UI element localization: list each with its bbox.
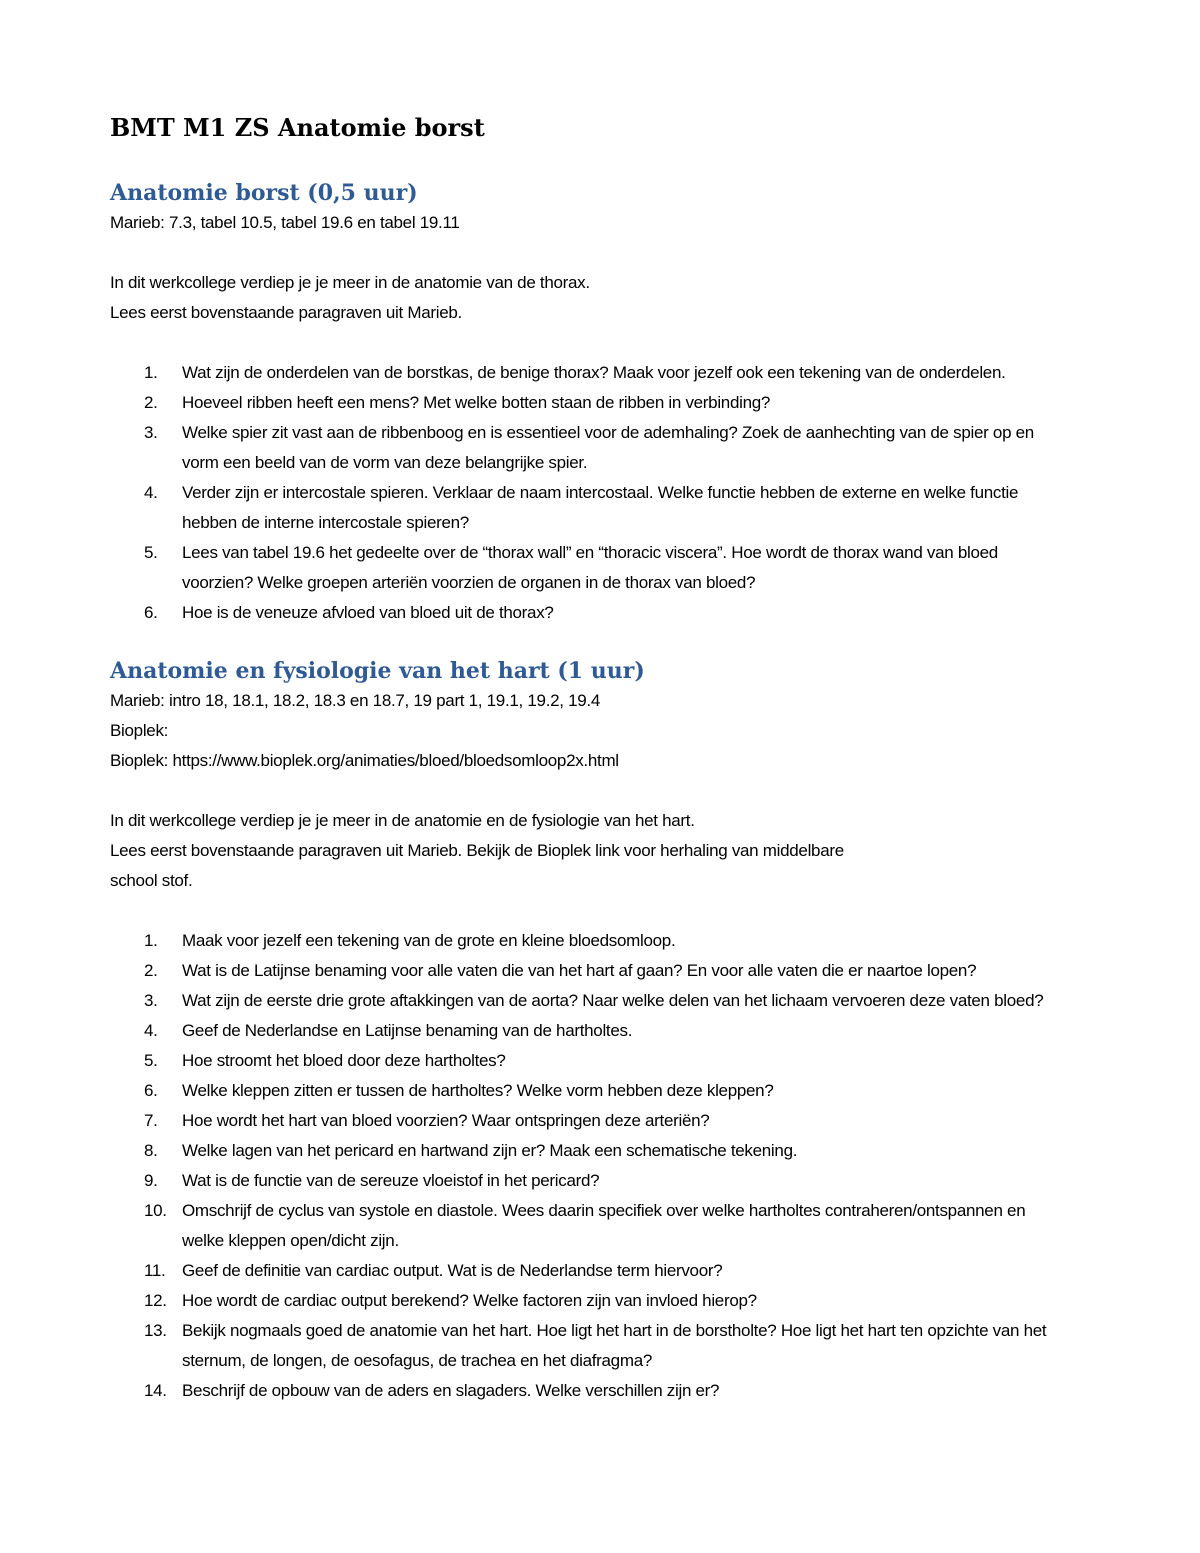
question-number: 1. [144, 931, 158, 950]
question-item [110, 598, 1070, 628]
document-title: BMT M1 ZS Anatomie borst [110, 113, 485, 142]
section-heading-hart: Anatomie en fysiologie van het hart (1 uur) [110, 658, 645, 684]
question-number: 13. [144, 1321, 167, 1340]
question-text: Hoe wordt de cardiac output berekend? Welke factoren zijn van invloed hierop? [182, 1291, 757, 1310]
reading-assignment: Marieb: intro 18, 18.1, 18.2, 18.3 en 18.7, 19 part 1, 19.1, 19.2, 19.4 [110, 691, 601, 710]
spacer [110, 328, 1070, 358]
question-number: 3. [144, 423, 158, 442]
intro-line: school stof. [110, 871, 193, 890]
question-text: Geef de definitie van cardiac output. Wat is de Nederlandse term hiervoor? [182, 1261, 723, 1280]
spacer [110, 238, 1070, 268]
question-text: Hoe is de veneuze afvloed van bloed uit de thorax? [182, 603, 554, 622]
question-text: Bekijk nogmaals goed de anatomie van het hart. Hoe ligt het hart in de borstholte? Hoe ligt het hart ten opzichte van het sternum, de longen, de oesofagus, de trachea en het diafragma? [182, 1321, 1047, 1370]
question-text: Maak voor jezelf een tekening van de grote en kleine bloedsomloop. [182, 931, 676, 950]
question-item [110, 1316, 1070, 1376]
question-item [110, 1106, 1070, 1136]
question-text: Omschrijf de cyclus van systole en diastole. Wees daarin specifiek over welke hartholtes contraheren/ontspannen en welke kleppen open/dicht zijn. [182, 1201, 1026, 1250]
question-item [110, 956, 1070, 986]
intro-line: Lees eerst bovenstaande paragraven uit Marieb. Bekijk de Bioplek link voor herhaling van middelbare [110, 841, 844, 860]
question-text: Lees van tabel 19.6 het gedeelte over de “thorax wall” en “thoracic viscera”. Hoe wordt de thorax wand van bloed voorzien? Welke groepen arteriën voorzien de organen in de thorax van bloed? [182, 543, 998, 592]
question-text: Verder zijn er intercostale spieren. Verklaar de naam intercostaal. Welke functie hebben de externe en welke functie hebben de interne intercostale spieren? [182, 483, 1019, 532]
question-number: 9. [144, 1171, 158, 1190]
question-number: 3. [144, 991, 158, 1010]
question-number: 5. [144, 543, 158, 562]
question-item [110, 1016, 1070, 1046]
question-text: Hoeveel ribben heeft een mens? Met welke botten staan de ribben in verbinding? [182, 393, 771, 412]
question-item [110, 388, 1070, 418]
question-item [110, 1076, 1070, 1106]
question-text: Wat is de functie van de sereuze vloeistof in het pericard? [182, 1171, 600, 1190]
intro-line: Lees eerst bovenstaande paragraven uit Marieb. [110, 303, 462, 322]
question-number: 5. [144, 1051, 158, 1070]
question-item [110, 1376, 1070, 1406]
question-item [110, 1046, 1070, 1076]
question-item [110, 986, 1070, 1016]
question-item [110, 418, 1070, 478]
question-item [110, 1256, 1070, 1286]
question-item [110, 926, 1070, 956]
question-text: Geef de Nederlandse en Latijnse benaming van de hartholtes. [182, 1021, 633, 1040]
question-number: 2. [144, 961, 158, 980]
question-number: 7. [144, 1111, 158, 1130]
section-heading-anatomie-borst: Anatomie borst (0,5 uur) [110, 180, 418, 206]
question-item [110, 1196, 1070, 1256]
question-number: 4. [144, 1021, 158, 1040]
question-text: Hoe stroomt het bloed door deze hartholtes? [182, 1051, 506, 1070]
question-number: 11. [144, 1261, 166, 1280]
bioplek-link[interactable]: Bioplek: https://www.bioplek.org/animaties/bloed/bloedsomloop2x.html [110, 751, 619, 770]
question-number: 10. [144, 1201, 167, 1220]
question-item [110, 1166, 1070, 1196]
question-list-section2 [110, 926, 1070, 1406]
question-text: Hoe wordt het hart van bloed voorzien? Waar ontspringen deze arteriën? [182, 1111, 710, 1130]
question-number: 14. [144, 1381, 167, 1400]
intro-line: In dit werkcollege verdiep je je meer in de anatomie en de fysiologie van het hart. [110, 811, 695, 830]
question-text: Wat zijn de eerste drie grote aftakkingen van de aorta? Naar welke delen van het lichaam vervoeren deze vaten bloed? [182, 991, 1044, 1010]
question-number: 8. [144, 1141, 158, 1160]
spacer [110, 776, 1070, 806]
question-item [110, 358, 1070, 388]
bioplek-label: Bioplek: [110, 721, 169, 740]
question-number: 4. [144, 483, 158, 502]
question-text: Beschrijf de opbouw van de aders en slagaders. Welke verschillen zijn er? [182, 1381, 720, 1400]
question-number: 12. [144, 1291, 167, 1310]
question-item [110, 1286, 1070, 1316]
question-number: 6. [144, 1081, 158, 1100]
question-number: 1. [144, 363, 158, 382]
spacer [110, 896, 1070, 926]
question-item [110, 538, 1070, 598]
question-text: Wat zijn de onderdelen van de borstkas, de benige thorax? Maak voor jezelf ook een tekening van de onderdelen. [182, 363, 1006, 382]
question-item [110, 478, 1070, 538]
question-text: Welke spier zit vast aan de ribbenboog en is essentieel voor de ademhaling? Zoek de aanhechting van de spier op en vorm een beeld van de vorm van deze belangrijke spier. [182, 423, 1034, 472]
document-content [110, 112, 1070, 1406]
question-text: Wat is de Latijnse benaming voor alle vaten die van het hart af gaan? En voor alle vaten die er naartoe lopen? [182, 961, 977, 980]
question-list-section1 [110, 358, 1070, 628]
question-item [110, 1136, 1070, 1166]
intro-line: In dit werkcollege verdiep je je meer in de anatomie van de thorax. [110, 273, 590, 292]
question-text: Welke lagen van het pericard en hartwand zijn er? Maak een schematische tekening. [182, 1141, 798, 1160]
question-number: 2. [144, 393, 158, 412]
question-text: Welke kleppen zitten er tussen de hartholtes? Welke vorm hebben deze kleppen? [182, 1081, 774, 1100]
reading-assignment: Marieb: 7.3, tabel 10.5, tabel 19.6 en tabel 19.11 [110, 213, 460, 232]
question-number: 6. [144, 603, 158, 622]
